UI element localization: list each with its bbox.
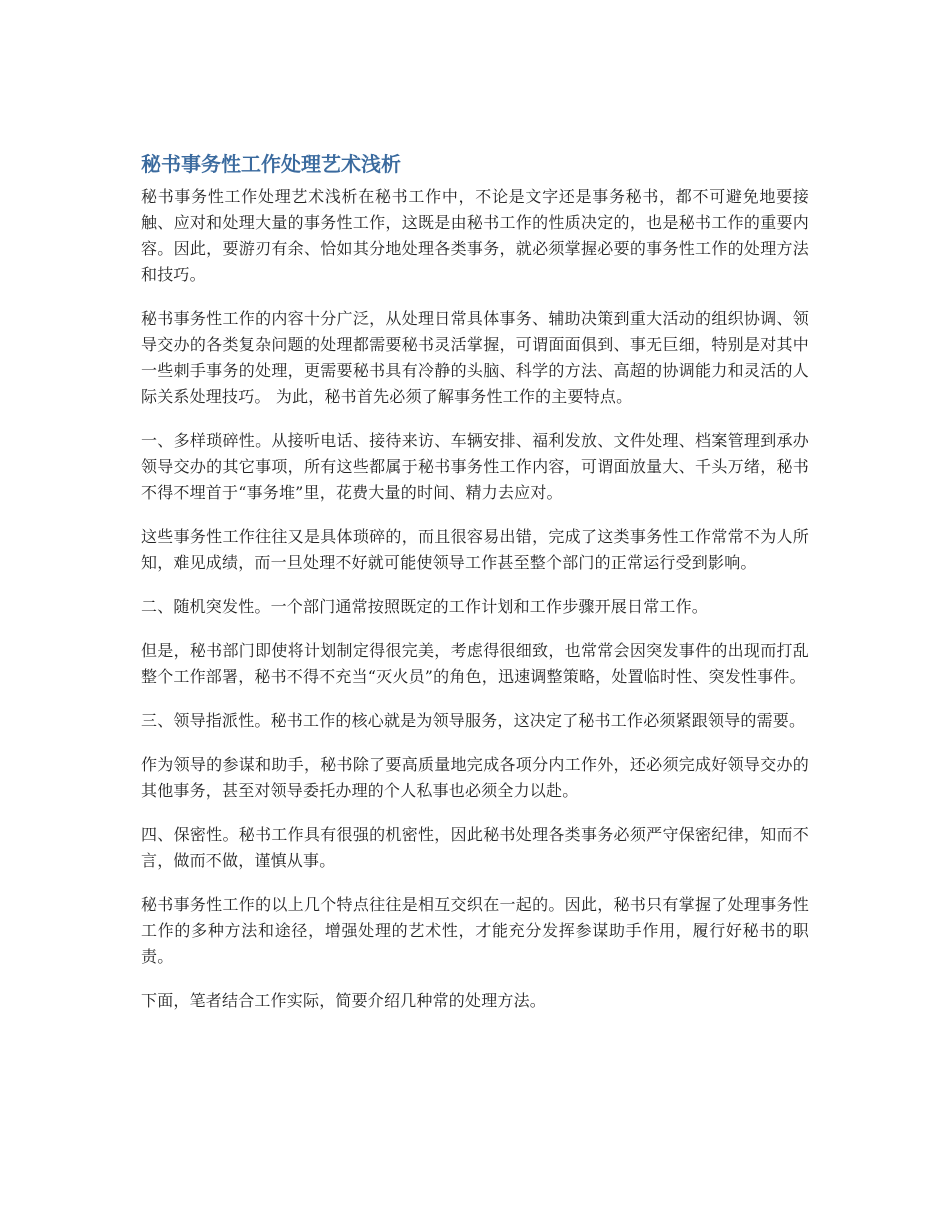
paragraph-transition: 下面，笔者结合工作实际，简要介绍几种常的处理方法。 — [141, 991, 547, 1010]
paragraph-trait-1-detail: 这些事务性工作往往又是具体琐碎的，而且很容易出错，完成了这类事务性工作常常不为人所知，难见成绩，而一旦处理不好就可能使领导工作甚至整个部门的正常运行受到影响。 — [141, 527, 809, 572]
paragraph-trait-2: 二、随机突发性。一个部门通常按照既定的工作计划和工作步骤开展日常工作。 — [141, 597, 709, 616]
paragraph-summary: 秘书事务性工作的以上几个特点往往是相互交织在一起的。因此，秘书只有掌握了处理事务性工作的多种方法和途径，增强处理的艺术性，才能充分发挥参谋助手作用，履行好秘书的职责。 — [141, 895, 809, 966]
paragraph-trait-1: 一、多样琐碎性。从接听电话、接待来访、车辆安排、福利发放、文件处理、档案管理到承办领导交办的其它事项，所有这些都属于秘书事务性工作内容，可谓面放量大、千头万绪，秘书不得不埋首于“事务堆”里，花费大量的时间、精力去应对。 — [141, 431, 809, 502]
paragraph-trait-4: 四、保密性。秘书工作具有很强的机密性，因此秘书处理各类事务必须严守保密纪律，知而不言，做而不做，谨慎从事。 — [141, 825, 809, 870]
document-title: 秘书事务性工作处理艺术浅析 — [141, 152, 401, 176]
document-page — [141, 150, 809, 1032]
paragraph-intro: 秘书事务性工作处理艺术浅析在秘书工作中，不论是文字还是事务秘书，都不可避免地要接触、应对和处理大量的事务性工作，这既是由秘书工作的性质决定的，也是秘书工作的重要内容。因此，要游刃有余、恰如其分地处理各类事务，就必须掌握必要的事务性工作的处理方法和技巧。 — [141, 187, 809, 284]
paragraph-trait-3: 三、领导指派性。秘书工作的核心就是为领导服务，这决定了秘书工作必须紧跟领导的需要。 — [141, 711, 806, 730]
paragraph-trait-3-detail: 作为领导的参谋和助手，秘书除了要高质量地完成各项分内工作外，还必须完成好领导交办的其他事务，甚至对领导委托办理的个人私事也必须全力以赴。 — [141, 755, 809, 800]
paragraph-trait-2-detail: 但是，秘书部门即使将计划制定得很完美，考虑得很细致，也常常会因突发事件的出现而打乱整个工作部署，秘书不得不充当“灭火员”的角色，迅速调整策略，处置临时性、突发性事件。 — [141, 641, 809, 686]
paragraph-content-scope: 秘书事务性工作的内容十分广泛，从处理日常具体事务、辅助决策到重大活动的组织协调、领导交办的各类复杂问题的处理都需要秘书灵活掌握，可谓面面俱到、事无巨细，特别是对其中一些刺手事务的处理，更需要秘书具有冷静的头脑、科学的方法、高超的协调能力和灵活的人际关系处理技巧。 为此，秘书首先必须了解事务性工作的主要特点。 — [141, 309, 809, 406]
